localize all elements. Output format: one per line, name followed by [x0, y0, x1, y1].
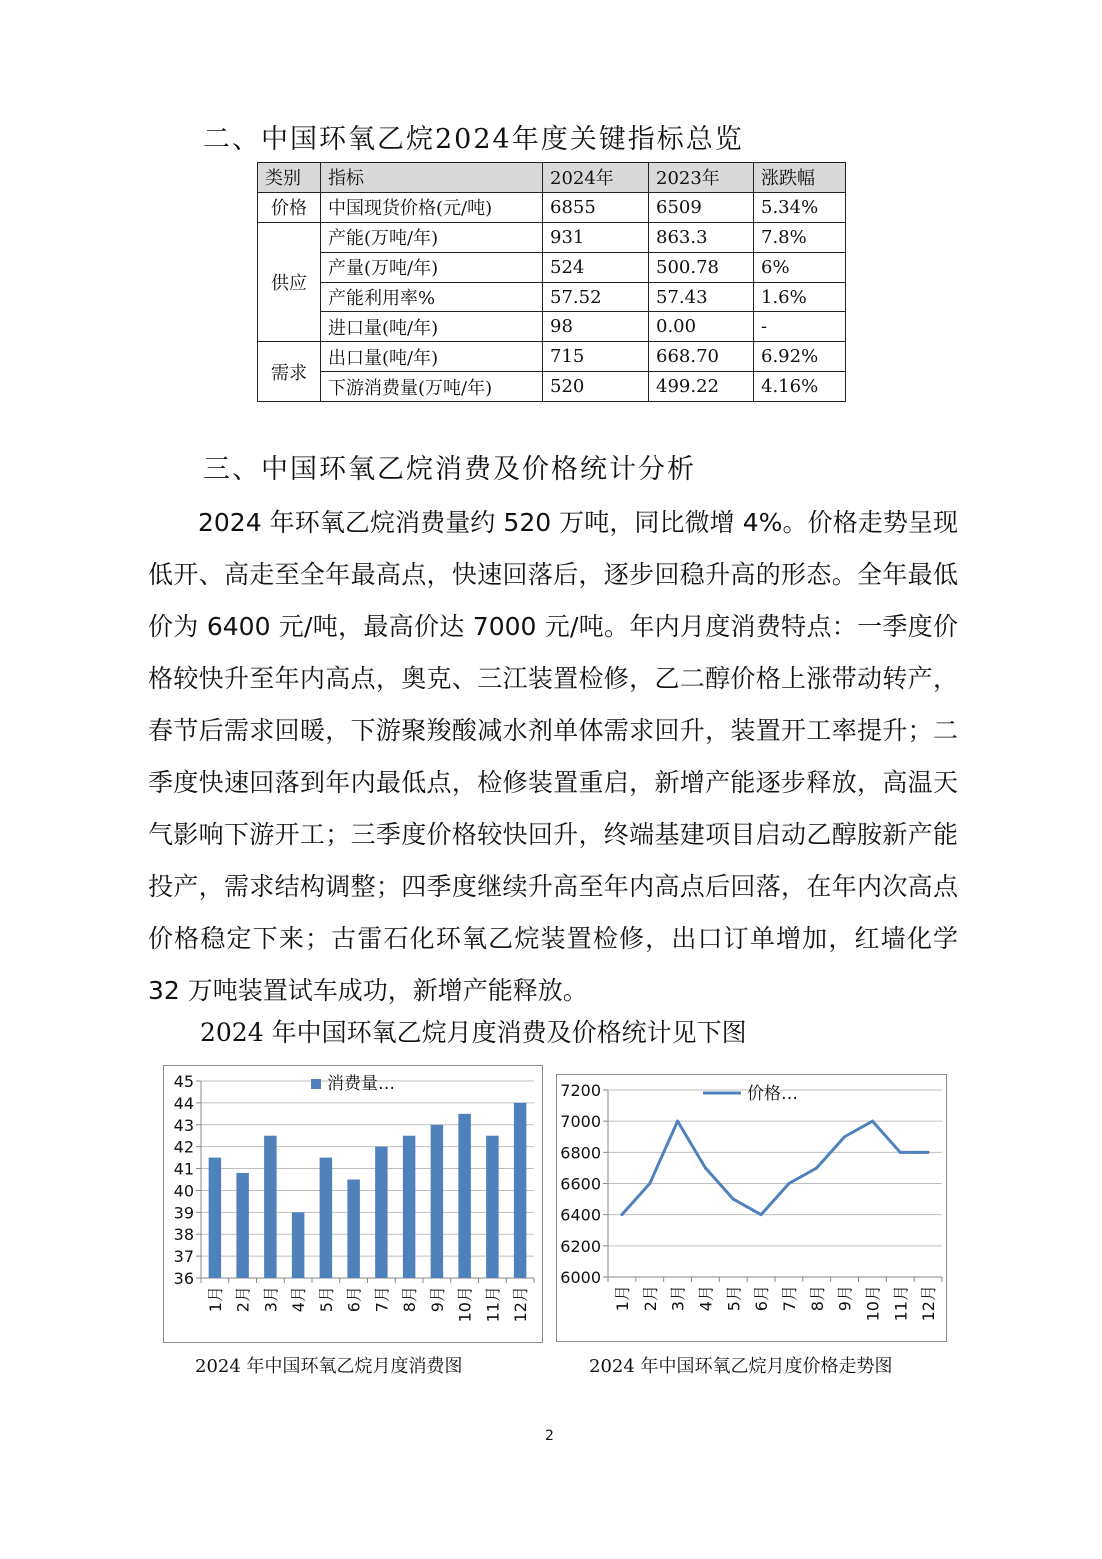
bar — [458, 1114, 470, 1278]
indicator-cell: 下游消费量(万吨/年) — [321, 372, 543, 402]
price-series-line — [622, 1121, 928, 1215]
value-2024-cell: 715 — [543, 342, 649, 372]
x-tick-label: 2月 — [640, 1285, 660, 1312]
data-point — [648, 1182, 651, 1185]
x-tick-label: 8月 — [807, 1285, 827, 1312]
consumption-bar-chart-svg — [164, 1066, 542, 1342]
table-row — [258, 342, 846, 372]
indicator-cell: 产量(万吨/年) — [321, 252, 543, 282]
x-tick-label: 7月 — [779, 1285, 799, 1312]
bar — [347, 1180, 359, 1279]
y-tick-label: 40 — [173, 1181, 194, 1201]
y-tick-label: 6000 — [560, 1268, 601, 1287]
legend-swatch — [311, 1079, 321, 1089]
section-3-heading: 三、中国环氧乙烷消费及价格统计分析 — [203, 454, 696, 485]
price-chart — [556, 1074, 947, 1342]
key-indicators-table — [257, 162, 846, 402]
x-tick-label: 6月 — [752, 1285, 772, 1312]
value-2024-cell: 57.52 — [543, 282, 649, 312]
value-2023-cell: 863.3 — [649, 222, 754, 252]
change-cell: - — [754, 312, 846, 342]
bar — [292, 1212, 304, 1278]
data-point — [927, 1151, 930, 1154]
x-tick-label: 4月 — [289, 1286, 309, 1313]
page-number: 2 — [545, 1428, 554, 1444]
data-point — [871, 1120, 874, 1123]
consumption-chart-caption: 2024 年中国环氧乙烷月度消费图 — [195, 1356, 463, 1377]
x-tick-label: 10月 — [455, 1286, 475, 1323]
y-tick-label: 38 — [173, 1225, 194, 1245]
value-2024-cell: 524 — [543, 252, 649, 282]
table-row — [258, 282, 846, 312]
value-2023-cell: 500.78 — [649, 252, 754, 282]
data-point — [704, 1166, 707, 1169]
value-2023-cell: 668.70 — [649, 342, 754, 372]
change-cell: 5.34% — [754, 192, 846, 222]
x-tick-label: 7月 — [372, 1286, 392, 1313]
data-point — [815, 1166, 818, 1169]
change-cell: 6.92% — [754, 342, 846, 372]
y-tick-label: 7000 — [560, 1112, 601, 1132]
analysis-paragraph — [148, 497, 958, 1017]
value-2024-cell: 6855 — [543, 192, 649, 222]
data-point — [899, 1151, 902, 1154]
table-row — [258, 312, 846, 342]
category-cell: 供应 — [258, 222, 321, 342]
price-chart-caption: 2024 年中国环氧乙烷月度价格走势图 — [589, 1356, 893, 1377]
data-point — [843, 1135, 846, 1138]
x-tick-label: 4月 — [696, 1285, 716, 1312]
y-tick-label: 7200 — [560, 1081, 601, 1100]
y-tick-label: 6400 — [560, 1205, 601, 1225]
value-2023-cell: 6509 — [649, 192, 754, 222]
y-tick-label: 36 — [173, 1269, 194, 1288]
bar — [320, 1158, 332, 1278]
x-tick-label: 6月 — [344, 1286, 364, 1313]
indicator-cell: 出口量(吨/年) — [321, 342, 543, 372]
change-cell: 6% — [754, 252, 846, 282]
data-point — [620, 1213, 623, 1216]
bar — [403, 1136, 415, 1278]
price-line-chart-svg — [557, 1075, 946, 1341]
x-tick-label: 2月 — [233, 1286, 253, 1313]
x-tick-label: 10月 — [863, 1285, 883, 1322]
chart-legend — [703, 1084, 798, 1104]
x-tick-label: 12月 — [919, 1285, 939, 1322]
value-2024-cell: 931 — [543, 222, 649, 252]
legend-label: 消费量… — [327, 1074, 395, 1094]
bar — [264, 1136, 276, 1278]
table-header-row — [258, 163, 846, 193]
table-row — [258, 192, 846, 222]
bar — [431, 1125, 443, 1278]
y-tick-label: 45 — [173, 1072, 194, 1091]
x-tick-label: 1月 — [205, 1286, 225, 1313]
x-tick-label: 8月 — [400, 1286, 420, 1313]
value-2023-cell: 0.00 — [649, 312, 754, 342]
legend-label: 价格… — [747, 1084, 798, 1104]
y-tick-label: 41 — [173, 1159, 194, 1179]
value-2023-cell: 499.22 — [649, 372, 754, 402]
y-tick-label: 6600 — [560, 1174, 601, 1194]
value-2024-cell: 98 — [543, 312, 649, 342]
x-tick-label: 12月 — [511, 1286, 531, 1323]
bar — [375, 1147, 387, 1278]
data-point — [676, 1120, 679, 1123]
x-tick-label: 3月 — [668, 1285, 688, 1312]
indicator-cell: 产能利用率% — [321, 282, 543, 312]
x-tick-label: 1月 — [612, 1285, 632, 1312]
x-tick-label: 3月 — [261, 1286, 281, 1313]
table-row — [258, 252, 846, 282]
table-row — [258, 372, 846, 402]
y-tick-label: 44 — [173, 1093, 194, 1113]
change-cell: 7.8% — [754, 222, 846, 252]
table-row — [258, 222, 846, 252]
bar — [486, 1136, 498, 1278]
category-cell: 需求 — [258, 342, 321, 402]
indicator-cell: 产能(万吨/年) — [321, 222, 543, 252]
x-tick-label: 11月 — [891, 1285, 911, 1322]
header-category: 类别 — [258, 163, 321, 193]
bar — [514, 1103, 526, 1278]
y-tick-label: 6800 — [560, 1143, 601, 1163]
section-2-heading: 二、中国环氧乙烷2024年度关键指标总览 — [203, 124, 744, 155]
header-2024: 2024年 — [543, 163, 649, 193]
header-change: 涨跌幅 — [754, 163, 846, 193]
change-cell: 1.6% — [754, 282, 846, 312]
data-point — [760, 1213, 763, 1216]
indicator-cell: 进口量(吨/年) — [321, 312, 543, 342]
indicator-cell: 中国现货价格(元/吨) — [321, 192, 543, 222]
chart-legend — [311, 1074, 395, 1094]
analysis-text: 2024 年环氧乙烷消费量约 520 万吨，同比微增 4%。价格走势呈现低开、高走至全年最高点，快速回落后，逐步回稳升高的形态。全年最低价为 6400 元/吨，最高价达 7000 元/吨。年内月度消费特点：一季度价格较快升至年内高点，奥克、三江装置检修，乙二醇价格上涨带动转产，春节后需求回暖，下游聚羧酸减水剂单体需求回升，装置开工率提升；二季度快速回落到年内最低点，检修装置重启，新增产能逐步释放，高温天气影响下游开工；三季度价格较快回升，终端基建项目启动乙醇胺新产能投产，需求结构调整；四季度继续升高至年内高点后回落，在年内次高点价格稳定下来；古雷石化环氧乙烷装置检修，出口订单增加，红墙化学 32 万吨装置试车成功，新增产能释放。 — [148, 508, 958, 1005]
y-tick-label: 42 — [173, 1137, 194, 1157]
x-tick-label: 9月 — [835, 1285, 855, 1312]
bar — [209, 1158, 221, 1278]
x-tick-label: 11月 — [483, 1286, 503, 1323]
data-point — [732, 1198, 735, 1201]
bar — [236, 1173, 248, 1278]
header-indicator: 指标 — [321, 163, 543, 193]
value-2024-cell: 520 — [543, 372, 649, 402]
y-tick-label: 43 — [173, 1115, 194, 1135]
header-2023: 2023年 — [649, 163, 754, 193]
y-tick-label: 6200 — [560, 1236, 601, 1256]
x-tick-label: 5月 — [724, 1285, 744, 1312]
consumption-chart — [163, 1065, 543, 1343]
data-point — [787, 1182, 790, 1185]
category-cell: 价格 — [258, 192, 321, 222]
chart-intro-text: 2024 年中国环氧乙烷月度消费及价格统计见下图 — [200, 1018, 747, 1047]
x-tick-label: 9月 — [427, 1286, 447, 1313]
value-2023-cell: 57.43 — [649, 282, 754, 312]
y-tick-label: 39 — [173, 1203, 194, 1223]
y-tick-label: 37 — [173, 1247, 194, 1267]
x-tick-label: 5月 — [316, 1286, 336, 1313]
change-cell: 4.16% — [754, 372, 846, 402]
